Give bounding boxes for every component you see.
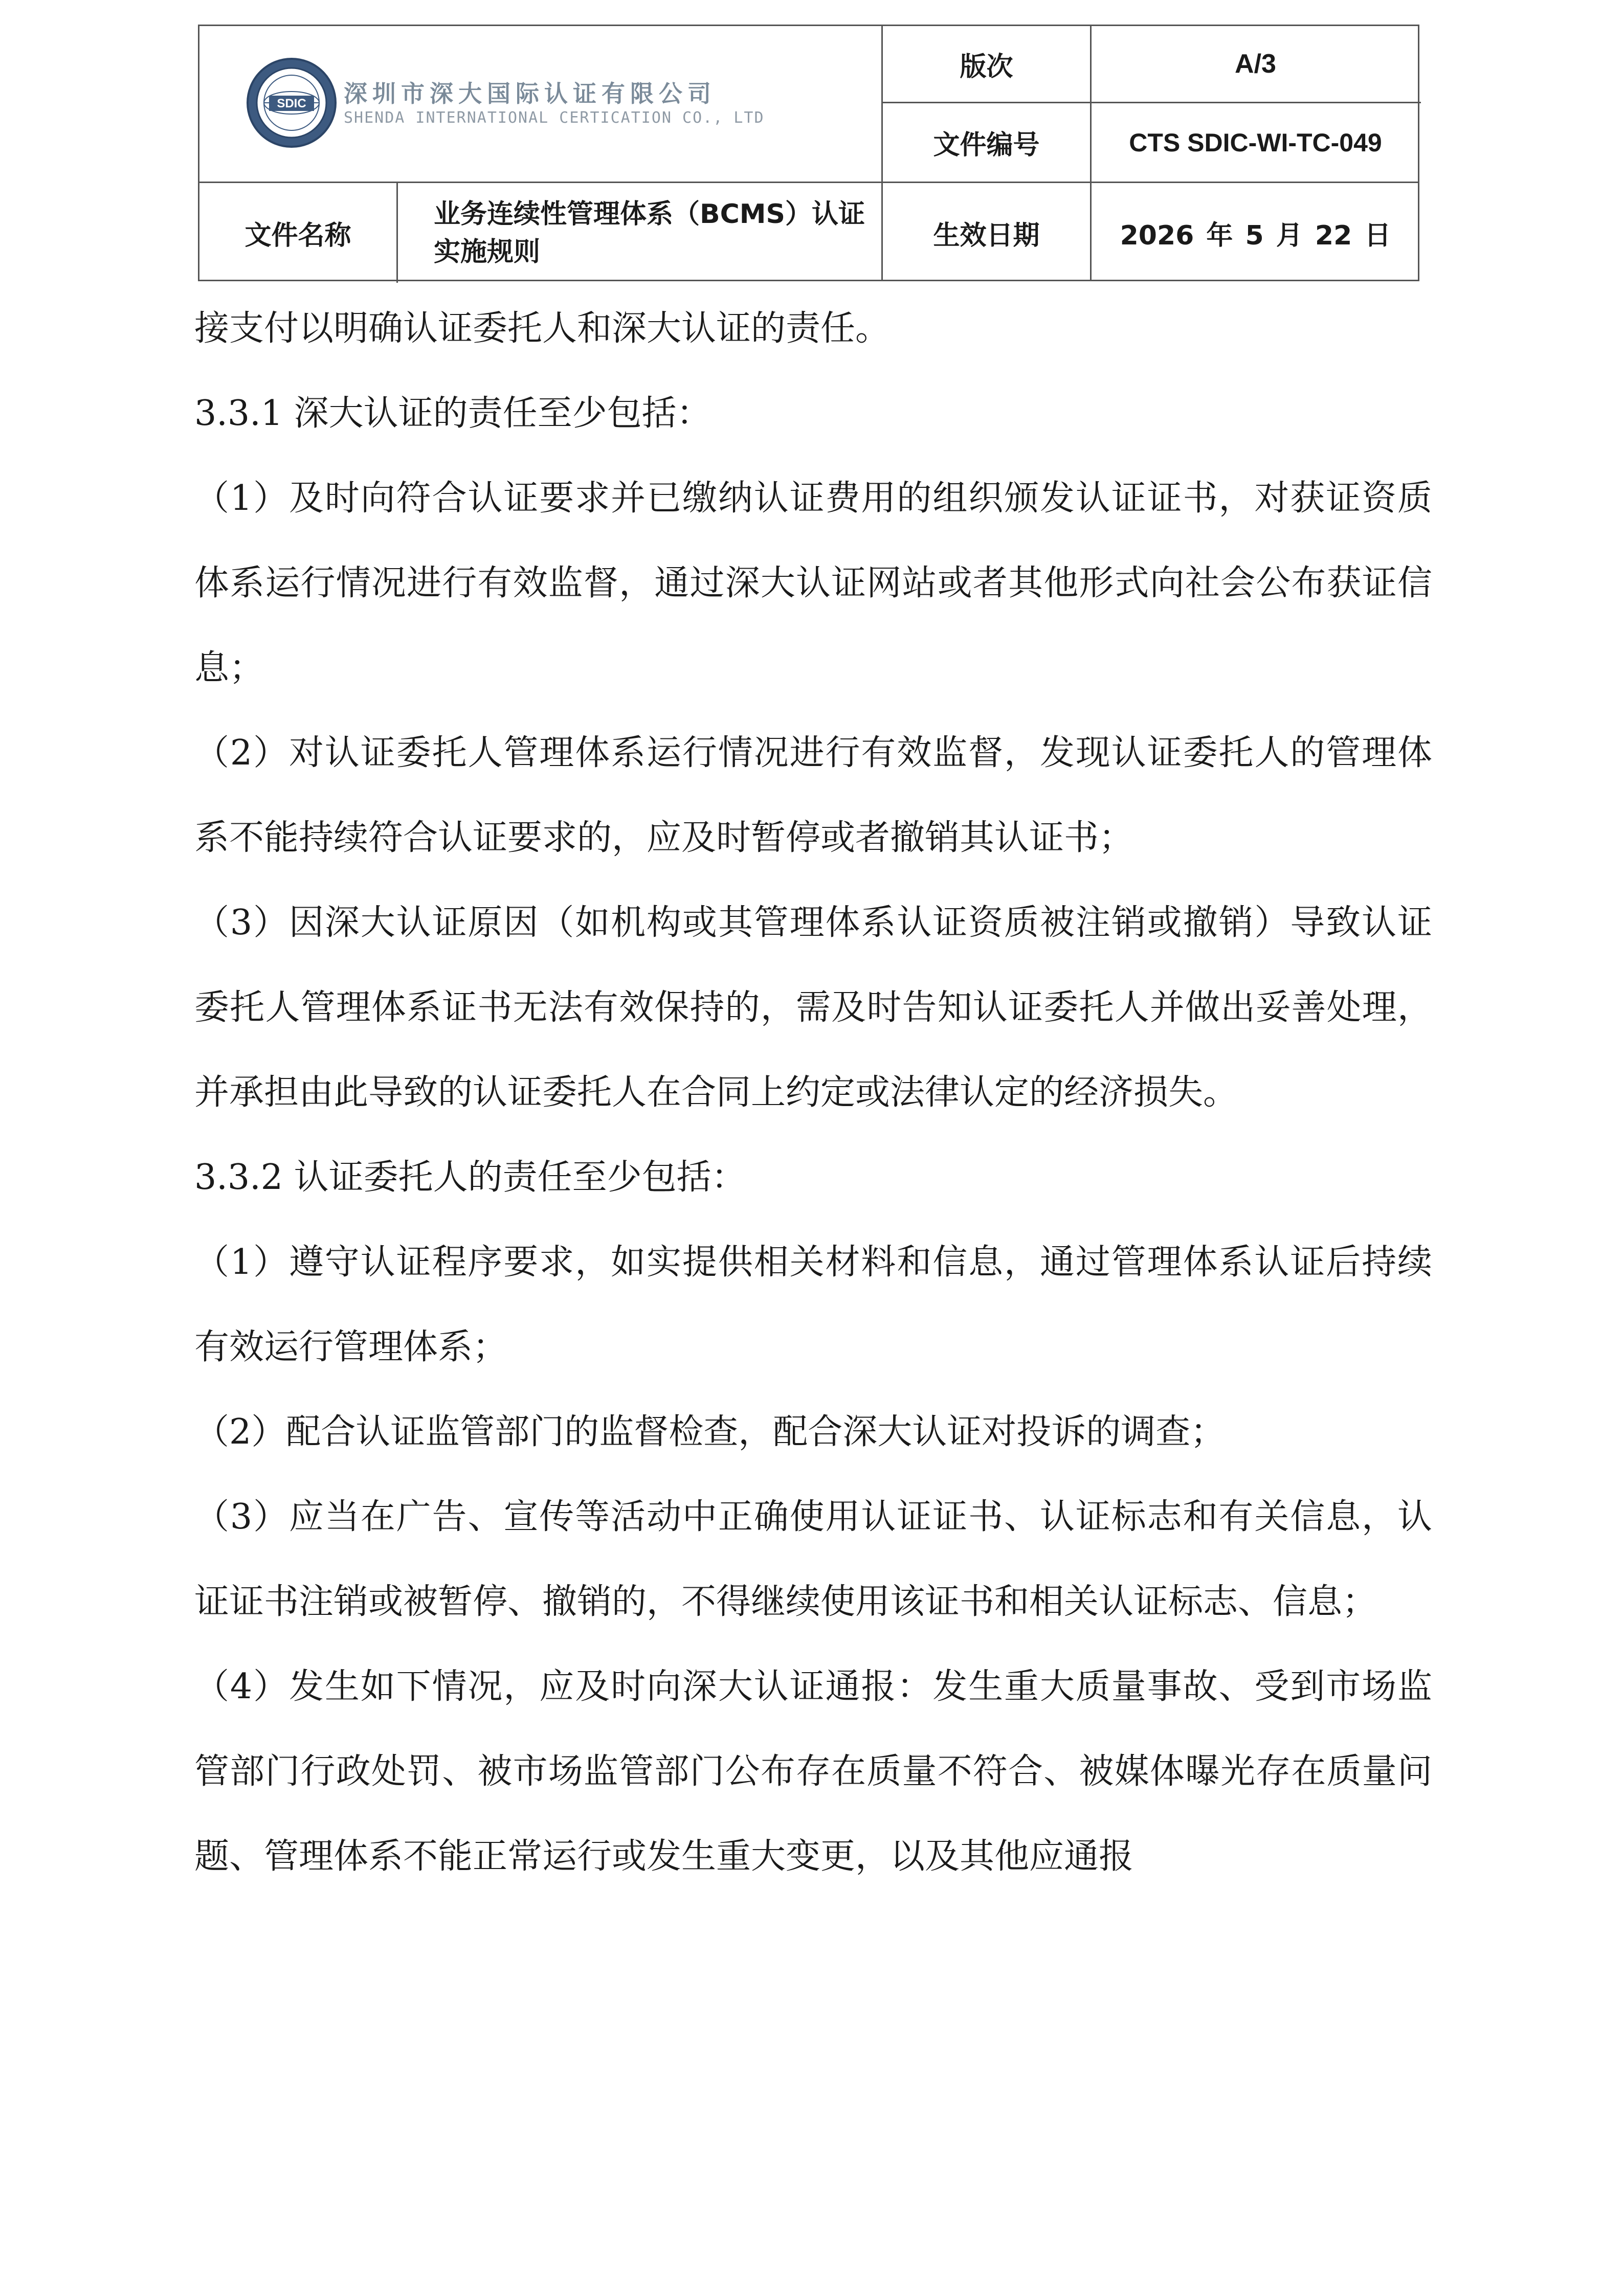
version-value: A/3 (1235, 49, 1276, 79)
effective-date-value: 2026 年 5 月 22 日 (1120, 220, 1391, 251)
company-logo-area (199, 26, 881, 182)
document-name-label: 文件名称 (244, 220, 351, 251)
list-item-3-3-2-4: （4）发生如下情况，应及时向深大认证通报：发生重大质量事故、受到市场监管部门行政处罚、被市场监管部门公布存在质量不符合、被媒体曝光存在质量问题、管理体系不能正常运行或发生重大变更，以及其他应通报 (194, 1667, 1432, 1877)
document-header-table (198, 25, 1419, 281)
version-label: 版次 (960, 51, 1013, 82)
document-body (194, 286, 1432, 1899)
document-number-value: CTS SDIC-WI-TC-049 (1129, 128, 1382, 157)
logo-text: SDIC (277, 97, 306, 110)
company-name-cn: 深圳市深大国际认证有限公司 (344, 80, 716, 107)
list-item-3-3-1-2: （2）对认证委托人管理体系运行情况进行有效监督，发现认证委托人的管理体系不能持续符合认证要求的，应及时暂停或者撤销其认证书； (194, 733, 1432, 858)
section-heading-3-3-2: 3.3.2 认证委托人的责任至少包括： (194, 1157, 746, 1198)
list-item-3-3-1-3: （3）因深大认证原因（如机构或其管理体系认证资质被注销或撤销）导致认证委托人管理体系证书无法有效保持的，需及时告知认证委托人并做出妥善处理，并承担由此导致的认证委托人在合同上约定或法律认定的经济损失。 (194, 903, 1432, 1113)
company-name-en: SHENDA INTERNATIONAL CERTICATION CO., LTD (344, 109, 765, 127)
paragraph-continuation: 接支付以明确认证委托人和深大认证的责任。 (194, 308, 891, 349)
list-item-3-3-2-1: （1）遵守认证程序要求，如实提供相关材料和信息，通过管理体系认证后持续有效运行管理体系； (194, 1242, 1432, 1367)
list-item-3-3-1-1: （1）及时向符合认证要求并已缴纳认证费用的组织颁发认证证书，对获证资质体系运行情况进行有效监督，通过深大认证网站或者其他形式向社会公布获证信息； (194, 478, 1432, 688)
document-number-label: 文件编号 (933, 130, 1040, 161)
section-heading-3-3-1: 3.3.1 深大认证的责任至少包括： (194, 393, 711, 434)
list-item-3-3-2-3: （3）应当在广告、宣传等活动中正确使用认证证书、认证标志和有关信息，认证证书注销或被暂停、撤销的，不得继续使用该证书和相关认证标志、信息； (194, 1497, 1432, 1622)
document-name-value: 业务连续性管理体系（BCMS）认证实施规则 (434, 198, 865, 267)
list-item-3-3-2-2: （2）配合认证监管部门的监督检查，配合深大认证对投诉的调查； (194, 1412, 1226, 1452)
effective-date-label: 生效日期 (933, 220, 1040, 251)
company-seal-icon (246, 57, 338, 149)
